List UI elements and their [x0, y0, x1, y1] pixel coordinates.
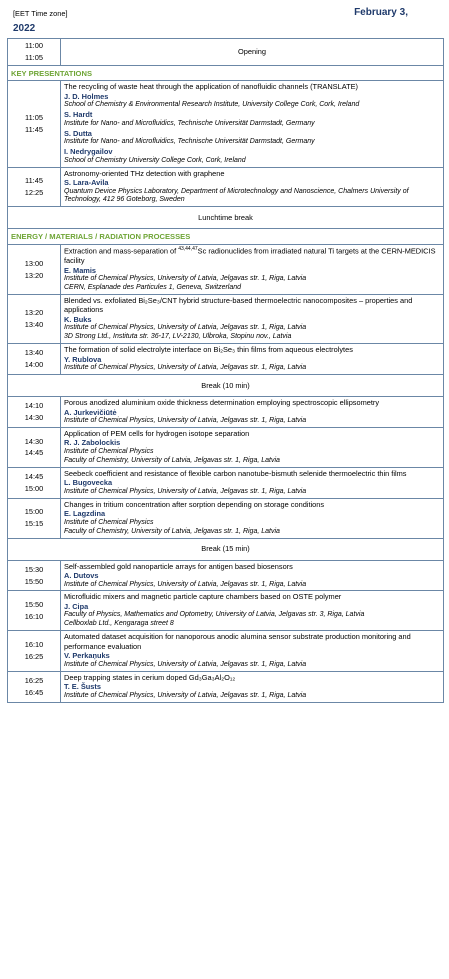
- author-affiliation: Faculty of Physics, Mathematics and Optometry, University of Latvia, Jelgavas str. 3, Riga, Latvia: [64, 611, 365, 619]
- talk-title-text: Application of PEM cells for hydrogen isotope separation: [64, 429, 250, 438]
- talk-title-text: Seebeck coefficient and resistance of flexible carbon nanotube-bismuth selenide thermoelectric thin films: [64, 468, 407, 478]
- talk-cell: [61, 560, 444, 591]
- end-time: 15:15: [24, 519, 44, 529]
- end-time: 11:05: [25, 52, 43, 62]
- talk-title-text: Porous anodized aluminium oxide thickness determination employing spectroscopic ellipsometry: [64, 398, 380, 408]
- end-time: 16:45: [24, 687, 44, 697]
- break-row: [8, 207, 444, 229]
- session-row: [8, 591, 444, 631]
- author-name: A. Jurkevičiūtė: [64, 407, 117, 417]
- author-affiliation: Institute of Chemical Physics, University of Latvia, Jelgavas str. 1, Riga, Latvia: [64, 324, 307, 332]
- time-cell: [8, 245, 61, 295]
- author-affiliation: Faculty of Chemistry, University of Latvia, Jelgavas str. 1, Riga, Latvia: [64, 456, 280, 464]
- end-time: 16:10: [24, 611, 44, 621]
- section-heading: ENERGY / MATERIALS / RADIATION PROCESSES: [8, 229, 444, 245]
- author-affiliation: Institute of Chemical Physics, University of Latvia, Jelgavas str. 1, Riga, Latvia: [64, 275, 307, 282]
- time-cell: [8, 81, 61, 167]
- author-affiliation: Institute of Chemical Physics, University of Latvia, Jelgavas str. 1, Riga, Latvia: [64, 487, 307, 495]
- start-time: 15:00: [24, 507, 44, 517]
- end-time: 13:20: [24, 270, 44, 280]
- author-name: S. Dutta: [64, 128, 92, 138]
- talk-title: [64, 296, 440, 315]
- time-cell: [8, 560, 61, 591]
- time-cell: [8, 467, 61, 498]
- author-name: S. Hardt: [64, 110, 93, 120]
- talk-title-text: The formation of solid electrolyte interface on Bi₂Se₃ thin films from aqueous electrolytes: [64, 345, 353, 355]
- session-row: [8, 397, 444, 428]
- author-name: R. J. Zabolockis: [64, 438, 121, 448]
- start-time: 16:25: [24, 675, 44, 685]
- author-name: V. Perkaņuks: [64, 651, 110, 661]
- session-row: [8, 167, 444, 207]
- end-time: 14:30: [24, 413, 44, 423]
- time-cell: [8, 428, 61, 468]
- talk-title: [64, 429, 440, 438]
- talk-cell: [61, 498, 444, 538]
- session-row: [8, 245, 444, 295]
- section-row: [8, 229, 444, 245]
- schedule-header: [7, 4, 444, 38]
- session-row: [8, 81, 444, 167]
- date-label: February 3,: [354, 7, 408, 18]
- author-name: K. Buks: [64, 314, 92, 324]
- date-year-label: 2022: [13, 23, 36, 34]
- author-name: A. Dutovs: [64, 571, 99, 581]
- talk-title: [64, 398, 440, 407]
- break-label: Lunchtime break: [8, 207, 444, 229]
- talk-cell: [61, 671, 444, 702]
- author-affiliation: School of Chemistry University College Cork, Cork, Ireland: [64, 156, 246, 164]
- talk-cell: [61, 81, 444, 167]
- talk-title-isotopes: 43,44,47: [178, 246, 198, 253]
- session-row: [8, 498, 444, 538]
- break-label: Break (15 min): [8, 538, 444, 560]
- break-label: Break (10 min): [8, 375, 444, 397]
- talk-title: [64, 592, 440, 601]
- end-time: 12:25: [24, 187, 44, 197]
- talk-title: [64, 82, 440, 91]
- author-affiliation: Institute of Chemical Physics, University of Latvia, Jelgavas str. 1, Riga, Latvia: [64, 580, 307, 588]
- schedule-body: [8, 39, 444, 703]
- start-time: 13:00: [24, 258, 44, 268]
- author-affiliation: Institute of Chemical Physics: [64, 447, 154, 455]
- start-time: 15:50: [24, 600, 44, 610]
- session-row: [8, 39, 444, 66]
- author-name: L. Bugovecka: [64, 478, 113, 488]
- end-time: 16:25: [24, 651, 44, 661]
- author-affiliation: Faculty of Chemistry, University of Latvia, Jelgavas str. 1, Riga, Latvia: [64, 527, 280, 535]
- time-cell: [8, 591, 61, 631]
- author-name: E. Mamis: [64, 265, 97, 275]
- talk-cell: [61, 428, 444, 468]
- start-time: 14:45: [24, 471, 44, 481]
- talk-title-text: Blended vs. exfoliated Bi₂Se₃/CNT hybrid structure-based thermoelectric nanocomposites – properties and applications: [64, 295, 413, 315]
- author-affiliation: Institute of Chemical Physics, University of Latvia, Jelgavas str. 1, Riga, Latvia: [64, 660, 307, 668]
- break-row: [8, 538, 444, 560]
- talk-title: [64, 246, 440, 265]
- time-cell: [8, 671, 61, 702]
- talk-title-text: Deep trapping states in cerium doped Gd₃Ga₃Al₂O₁₂: [64, 672, 236, 682]
- end-time: 14:00: [24, 360, 44, 370]
- session-row: [8, 671, 444, 702]
- time-cell: [8, 39, 61, 66]
- end-time: 11:45: [25, 124, 43, 134]
- start-time: 13:40: [24, 348, 44, 358]
- start-time: 14:10: [24, 401, 44, 411]
- time-cell: [8, 631, 61, 671]
- talk-cell: [61, 467, 444, 498]
- start-time: 11:45: [25, 176, 43, 186]
- session-row: [8, 294, 444, 343]
- start-time: 13:20: [24, 308, 44, 318]
- talk-title-text: The recycling of waste heat through the application of nanofluidic channels (TRANSLATE): [64, 82, 359, 92]
- timezone-label: [EET Time zone]: [13, 9, 68, 18]
- talk-title: [64, 345, 440, 354]
- talk-title: [64, 169, 440, 178]
- author-affiliation: Institute of Chemical Physics, University of Latvia, Jelgavas str. 1, Riga, Latvia: [64, 364, 307, 372]
- session-row: [8, 467, 444, 498]
- talk-title-text: Astronomy-oriented THz detection with graphene: [64, 168, 225, 178]
- talk-title-text: Changes in tritium concentration after sorption depending on storage conditions: [64, 499, 325, 509]
- talk-cell: [61, 167, 444, 207]
- session-label: Opening: [61, 39, 444, 66]
- start-time: 16:10: [24, 640, 44, 650]
- talk-cell: [61, 591, 444, 631]
- author-affiliation: Institute for Nano- and Microfluidics, Technische Universität Darmstadt, Germany: [64, 138, 315, 146]
- talk-cell: [61, 245, 444, 295]
- end-time: 14:45: [24, 448, 44, 458]
- end-time: 15:00: [24, 483, 44, 493]
- author-affiliation: Institute of Chemical Physics, University of Latvia, Jelgavas str. 1, Riga, Latvia: [64, 691, 307, 699]
- talk-cell: [61, 631, 444, 671]
- talk-title: [64, 562, 440, 571]
- talk-cell: [61, 294, 444, 343]
- author-name: Y. Rublova: [64, 354, 102, 364]
- talk-title: [64, 673, 440, 682]
- talk-title: [64, 500, 440, 509]
- talk-title-text: Automated dataset acquisition for nanoporous anodic alumina sensor substrate production monitoring and performance evaluation: [64, 632, 411, 651]
- time-cell: [8, 498, 61, 538]
- author-affiliation: 3D Strong Ltd., Instituta str. 36-17, LV-2130, Ulbroka, Stopinu nov., Latvia: [64, 333, 292, 341]
- start-time: 11:00: [25, 41, 43, 50]
- start-time: 15:30: [24, 564, 44, 574]
- section-heading: KEY PRESENTATIONS: [8, 65, 444, 81]
- author-affiliation: Institute of Chemical Physics: [64, 518, 154, 526]
- talk-cell: [61, 397, 444, 428]
- author-name: J. Cipa: [64, 601, 89, 611]
- time-cell: [8, 344, 61, 375]
- schedule-table: [7, 38, 444, 703]
- start-time: 11:05: [25, 113, 43, 123]
- author-name: S. Lara-Avila: [64, 178, 109, 188]
- break-row: [8, 375, 444, 397]
- section-row: [8, 65, 444, 81]
- author-affiliation: CERN, Esplanade des Particules 1, Geneva, Switzerland: [64, 283, 242, 291]
- author-name: E. Lagzdina: [64, 509, 106, 519]
- end-time: 15:50: [24, 576, 44, 586]
- talk-title-prefix: Extraction and mass-separation of: [64, 246, 179, 256]
- session-row: [8, 344, 444, 375]
- time-cell: [8, 167, 61, 207]
- author-affiliation: Institute of Chemical Physics, University of Latvia, Jelgavas str. 1, Riga, Latvia: [64, 417, 307, 425]
- session-row: [8, 560, 444, 591]
- talk-title-text: Microfluidic mixers and magnetic particle capture chambers based on OSTE polymer: [64, 592, 342, 602]
- session-row: [8, 631, 444, 671]
- talk-title-text: Sc radionuclides from irradiated natural Ti targets at the CERN-MEDICIS facility: [64, 246, 436, 266]
- talk-cell: [61, 344, 444, 375]
- author-name: J. D. Holmes: [64, 91, 109, 101]
- author-affiliation: Quantum Device Physics Laboratory, Department of Microtechnology and Nanoscience, Chalmers University of Technology, 412 96 Goteborg, Sweden: [64, 187, 409, 204]
- time-cell: [8, 397, 61, 428]
- end-time: 13:40: [24, 320, 44, 330]
- talk-title: [64, 632, 440, 651]
- time-cell: [8, 294, 61, 343]
- author-name: T. E. Šusts: [64, 682, 101, 692]
- author-affiliation: Institute for Nano- and Microfluidics, Technische Universität Darmstadt, Germany: [64, 119, 315, 127]
- author-name: I. Nedrygailov: [64, 147, 113, 157]
- talk-title: [64, 469, 440, 478]
- author-affiliation: School of Chemistry & Environmental Research Institute, University College Cork, Cork, Ireland: [64, 101, 360, 109]
- author-affiliation: Cellboxlab Ltd., Kengaraga street 8: [64, 620, 174, 628]
- start-time: 14:30: [24, 436, 44, 446]
- session-row: [8, 428, 444, 468]
- talk-title-text: Self-assembled gold nanoparticle arrays for antigen based biosensors: [64, 561, 293, 571]
